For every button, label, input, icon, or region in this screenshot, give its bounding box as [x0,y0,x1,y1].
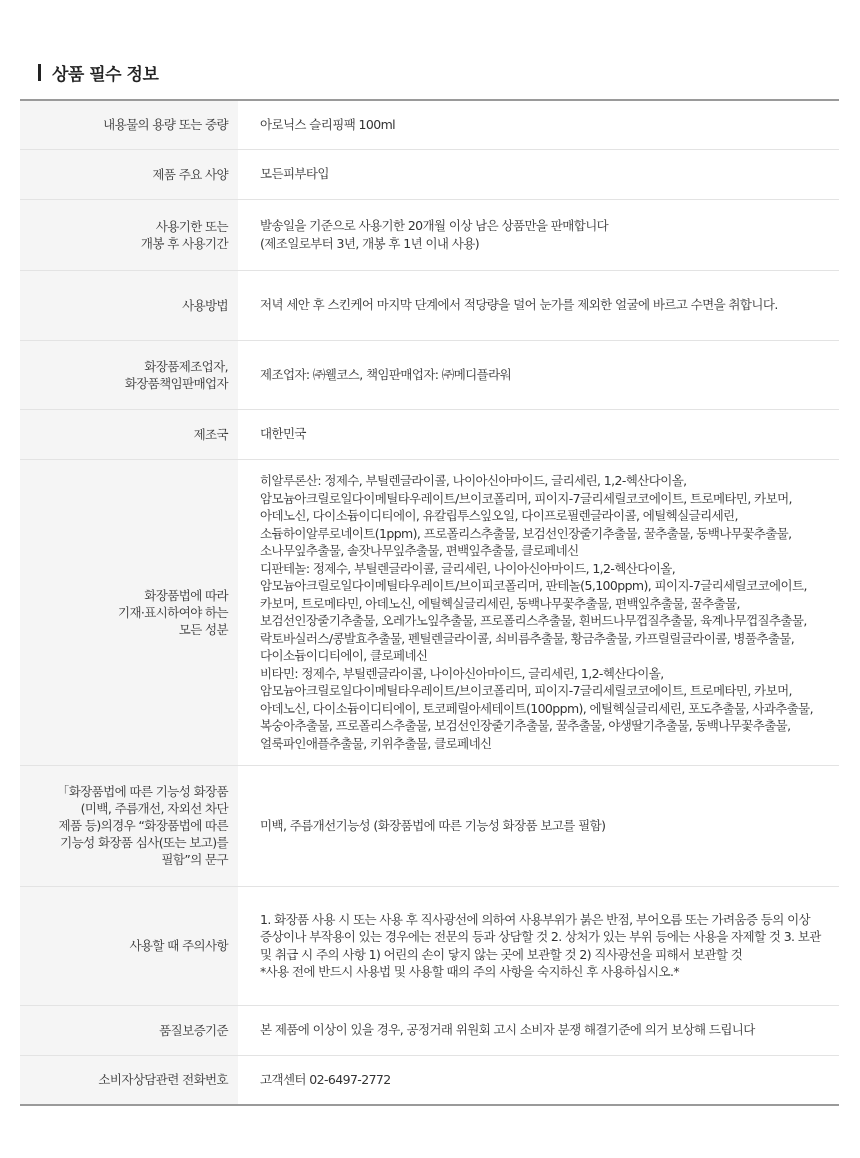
row-value: 고객센터 02-6497-2772 [260,1072,391,1087]
row-label: 사용기한 또는 개봉 후 사용기간 [20,199,238,270]
row-label: 「화장품법에 따른 기능성 화장품 (미백, 주름개선, 자외선 차단 제품 등)의경우 “화장품법에 따른 기능성 화장품 심사(또는 보고)를 필함”의 문구 [20,765,238,886]
row-value: 1. 화장품 사용 시 또는 사용 후 직사광선에 의하여 사용부위가 붉은 반점, 부어오름 또는 가려움증 등의 이상 증상이나 부작용이 있는 경우에는 전문의 등과 상담할 것 2. 상처가 있는 부위 등에는 사용을 자제할 것 3. 보관 및 취급 시 주의 사항 1) 어린의 손이 닿지 않는 곳에 보관할 것 2) 직사광선을 피해서 보관할 것 *사용 전에 반드시 사용법 및 사용할 때의 주의 사항을 숙지하신 후 사용하십시오.* [260,911,821,979]
row-value: 제조업자: ㈜웰코스, 책임판매업자: ㈜메디플라워 [260,366,512,382]
row-label: 사용방법 [20,270,238,340]
row-value: 아로닉스 슬리핑팩 100ml [260,117,396,132]
table-row [20,149,839,199]
row-value: 대한민국 [260,426,306,442]
row-label: 화장품제조업자, 화장품책임판매업자 [20,340,238,409]
table-row [20,270,839,340]
table-row [20,459,839,765]
row-label: 소비자상담관련 전화번호 [20,1055,238,1105]
table-row [20,199,839,270]
row-label: 사용할 때 주의사항 [20,886,238,1005]
row-value: 모든피부타입 [260,166,329,182]
product-info-table [20,99,839,1106]
table-row [20,1055,839,1105]
title-accent-bar [38,64,41,81]
table-row [20,409,839,459]
row-value: 히알루론산: 정제수, 부틸렌글라이콜, 나이아신아마이드, 글리세린, 1,2-헥산다이올, 암모늄아크릴로일다이메틸타우레이트/브이코폴리머, 피이지-7글리세릴코코에이트, 트로메타민, 카보머, 아데노신, 다이소듐이디티에이, 유칼립투스잎오일, 다이프로필렌글라이콜, 에틸헥실글리세린, 소듐하이알루로네이트(1ppm), 프로폴리스추출물, 보검선인장줄기추출물, 꿀추출물, 동백나무꽃추출물, 소나무잎추출물, 솔잣나무잎추출물, 편백잎추출물, 클로페네신 디판테놀: 정제수, 부틸렌글라이콜, 글리세린, 나이아신아마이드, 1,2-헥산다이올, 암모늄아크릴로일다이메틸타우레이트/브이피코폴리머, 판테놀(5,100ppm), 피이지-7글리세릴코코에이트, 카보머, 트로메타민, 아데노신, 에틸헥실글리세린, 동백나무꽃추출물, 편백잎추출물, 꿀추출물, 보검선인장줄기추출물, 오레가노잎추출물, 프로폴리스추출물, 흰버드나무껍질추출물, 육계나무껍질추출물, 락토바실러스/콩발효추출물, 펜틸렌글라이콜, 쇠비름추출물, 황금추출물, 카프릴릴글라이콜, 병풀추출물, 다이소듐이디티에이, 클로페네신 비타민: 정제수, 부틸렌글라이콜, 나이아신아마이드, 글리세린, 1,2-헥산다이올, 암모늄아크릴로일다이메틸타우레이트/브이코폴리머, 피이지-7글리세릴코코에이트, 트로메타민, 카보머, 아데노신, 다이소듐이디티에이, 토코페릴아세테이트(100ppm), 에틸헥실글리세린, 포도추출물, 사과추출물, 복숭아추출물, 프로폴리스추출물, 보검선인장줄기추출물, 꿀추출물, 야생딸기추출물, 동백나무꽃추출물, 얼룩파인애플추출물, 키위추출물, 클로페네신 [260,473,813,751]
row-value: 본 제품에 이상이 있을 경우, 공정거래 위원회 고시 소비자 분쟁 해결기준에 의거 보상해 드립니다 [260,1022,755,1038]
table-row [20,886,839,1005]
section-header [38,60,158,85]
table-row [20,340,839,409]
table-row [20,100,839,149]
row-label: 품질보증기준 [20,1005,238,1055]
row-label: 제품 주요 사양 [20,149,238,199]
row-label: 제조국 [20,409,238,459]
table-row [20,1005,839,1055]
row-value: 저녁 세안 후 스킨케어 마지막 단계에서 적당량을 덜어 눈가를 제외한 얼굴에 바르고 수면을 취합니다. [260,297,778,313]
row-label: 화장품법에 따라 기재·표시하여야 하는 모든 성분 [20,459,238,765]
row-label: 내용물의 용량 또는 중량 [20,100,238,149]
table-row [20,765,839,886]
row-value: 발송일을 기준으로 사용기한 20개월 이상 남은 상품만을 판매합니다 (제조일로부터 3년, 개봉 후 1년 이내 사용) [260,218,609,251]
row-value: 미백, 주름개선기능성 (화장품법에 따른 기능성 화장품 보고를 필함) [260,817,606,833]
section-title: 상품 필수 정보 [52,65,159,85]
